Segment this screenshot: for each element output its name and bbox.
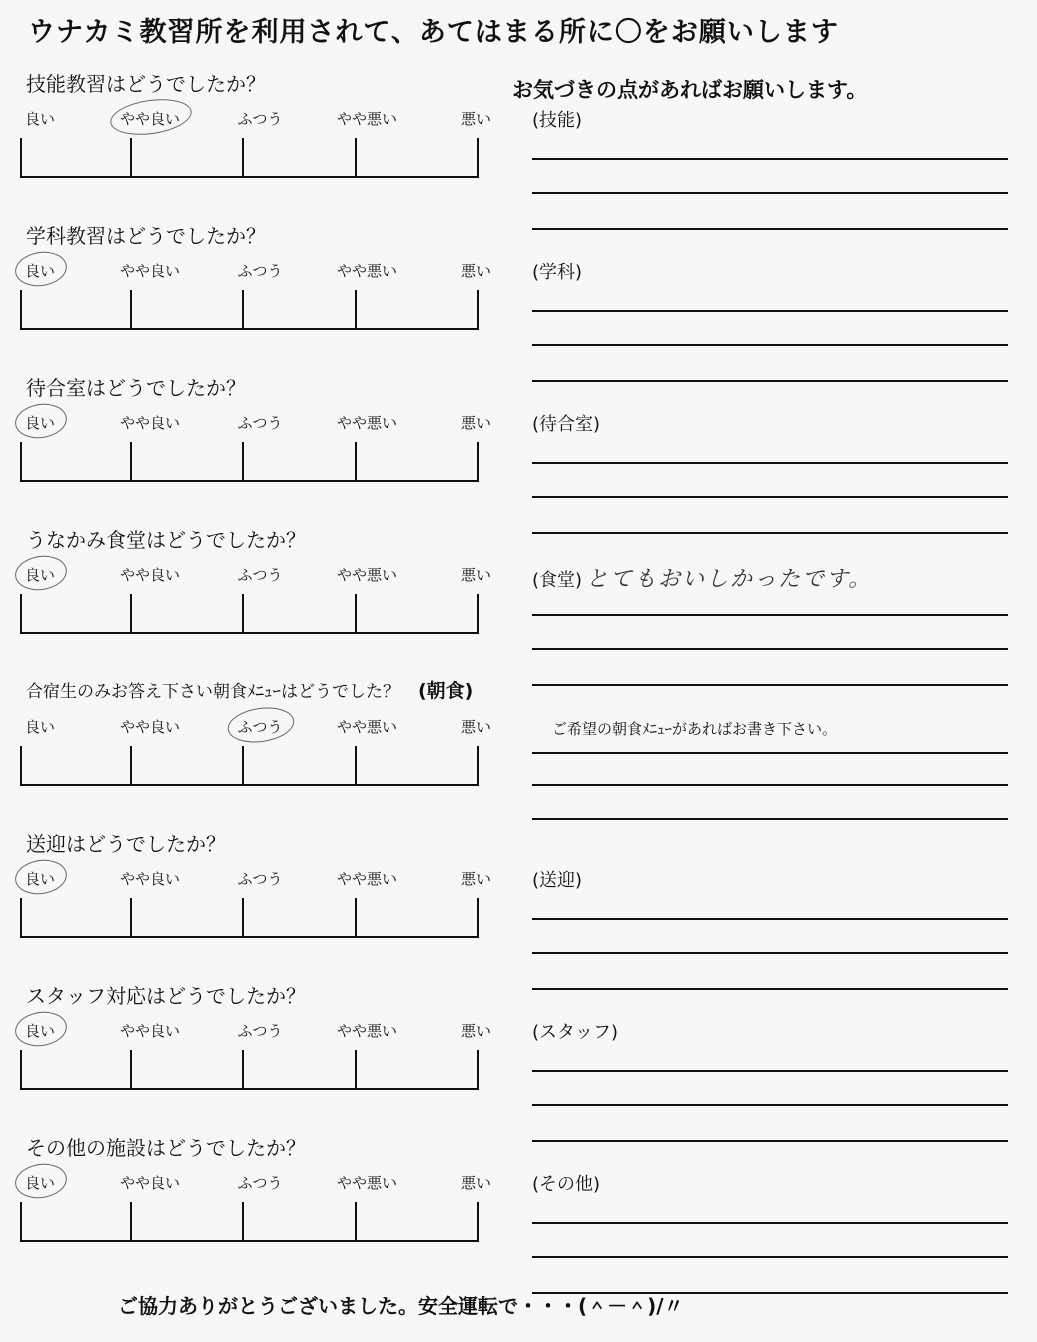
comment-category <box>532 1170 600 1196</box>
rating-option-fairly-bad[interactable]: やや悪い <box>336 718 398 736</box>
question-label <box>26 1132 306 1161</box>
scale-tick <box>130 594 132 632</box>
rating-option-bad[interactable]: 悪い <box>460 718 492 736</box>
comment-line[interactable] <box>532 462 1008 464</box>
comment-category <box>532 258 582 284</box>
comment-line[interactable] <box>532 784 1008 786</box>
breakfast-wish-label: ご希望の朝食ﾒﾆｭｰがあればお書き下さい。 <box>552 720 838 738</box>
rating-option-good[interactable]: 良い <box>24 1174 56 1192</box>
rating-option-average[interactable]: ふつう <box>237 1022 283 1040</box>
comment-line[interactable] <box>532 1104 1008 1106</box>
rating-option-fairly-good[interactable]: やや良い <box>119 870 181 888</box>
comment-category <box>532 410 600 436</box>
rating-option-fairly-bad[interactable]: やや悪い <box>336 566 398 584</box>
scale-tick <box>355 1202 357 1240</box>
rating-option-fairly-bad[interactable]: やや悪い <box>336 262 398 280</box>
comment-category-label: (学科) <box>532 262 583 283</box>
comment-line[interactable] <box>532 952 1008 954</box>
comment-category <box>532 106 582 132</box>
comment-line[interactable] <box>532 648 1008 650</box>
question-text: 送迎はどうでしたか？ <box>26 832 226 856</box>
rating-option-bad[interactable]: 悪い <box>460 110 492 128</box>
rating-option-average[interactable]: ふつう <box>237 110 283 128</box>
rating-option-fairly-bad[interactable]: やや悪い <box>336 414 398 432</box>
rating-option-fairly-good[interactable]: やや良い <box>119 1022 181 1040</box>
scale-tick <box>130 138 132 176</box>
scale-tick <box>242 1050 244 1088</box>
rating-scale-bar <box>20 1202 479 1242</box>
question-text: 待合室はどうでしたか？ <box>26 376 246 400</box>
comment-category-label: (食堂) <box>532 570 583 591</box>
rating-option-fairly-bad[interactable]: やや悪い <box>336 110 398 128</box>
rating-option-good[interactable]: 良い <box>24 566 56 584</box>
comment-line[interactable] <box>532 496 1008 498</box>
comment-category-label: (技能) <box>532 110 583 131</box>
comment-category-label: (その他) <box>532 1174 601 1195</box>
rating-option-average[interactable]: ふつう <box>237 566 283 584</box>
footer-thanks: ご協力ありがとうございました。安全運転で・・・(＾－＾)/〃 <box>118 1294 684 1318</box>
question-text: 合宿生のみお答え下さい朝食ﾒﾆｭｰはどうでした？ <box>26 682 400 702</box>
rating-option-fairly-good[interactable]: やや良い <box>119 1174 181 1192</box>
rating-option-good[interactable]: 良い <box>24 870 56 888</box>
comment-line[interactable] <box>532 192 1008 194</box>
question-section <box>0 524 1037 664</box>
question-section <box>0 372 1037 512</box>
comment-category-label: (待合室) <box>532 414 601 435</box>
rating-option-fairly-bad[interactable]: やや悪い <box>336 1174 398 1192</box>
question-label <box>26 220 266 249</box>
rating-option-bad[interactable]: 悪い <box>460 566 492 584</box>
scale-tick <box>242 442 244 480</box>
question-section <box>0 676 1037 816</box>
rating-option-average[interactable]: ふつう <box>237 718 283 736</box>
question-label <box>26 676 473 703</box>
rating-option-fairly-good[interactable]: やや良い <box>119 262 181 280</box>
comment-line[interactable] <box>532 1256 1008 1258</box>
rating-option-bad[interactable]: 悪い <box>460 1174 492 1192</box>
rating-scale-bar <box>20 746 479 786</box>
rating-option-bad[interactable]: 悪い <box>460 1022 492 1040</box>
comment-category <box>532 562 872 593</box>
question-label <box>26 372 246 401</box>
comment-category <box>532 866 582 892</box>
question-text: うなかみ食堂はどうでしたか？ <box>26 528 306 552</box>
notes-heading: お気づきの点があればお願いします。 <box>512 78 868 102</box>
rating-scale-bar <box>20 594 479 634</box>
rating-option-good[interactable]: 良い <box>24 262 56 280</box>
rating-option-average[interactable]: ふつう <box>237 414 283 432</box>
comment-line[interactable] <box>532 818 1008 820</box>
comment-line[interactable] <box>532 158 1008 160</box>
question-section <box>0 828 1037 968</box>
handwritten-comment[interactable]: とてもおいしかったです。 <box>586 567 873 592</box>
rating-option-good[interactable]: 良い <box>24 110 56 128</box>
scale-tick <box>355 442 357 480</box>
comment-line[interactable] <box>532 614 1008 616</box>
scale-tick <box>130 290 132 328</box>
scale-tick <box>242 746 244 784</box>
rating-option-fairly-bad[interactable]: やや悪い <box>336 870 398 888</box>
scale-tick <box>130 746 132 784</box>
comment-line[interactable] <box>532 310 1008 312</box>
question-category-suffix: (朝食) <box>418 680 474 702</box>
comment-line[interactable] <box>532 918 1008 920</box>
scale-tick <box>355 594 357 632</box>
question-section <box>0 1132 1037 1272</box>
scale-tick <box>355 898 357 936</box>
rating-option-good[interactable]: 良い <box>24 1022 56 1040</box>
question-section <box>0 68 1037 208</box>
comment-category <box>532 1018 618 1044</box>
question-section <box>0 980 1037 1120</box>
question-label <box>26 524 306 553</box>
scale-tick <box>355 746 357 784</box>
comment-line[interactable] <box>532 752 1008 754</box>
scale-tick <box>130 898 132 936</box>
rating-option-fairly-good[interactable]: やや良い <box>119 566 181 584</box>
rating-scale-bar <box>20 1050 479 1090</box>
comment-line[interactable] <box>532 1222 1008 1224</box>
question-text: 学科教習はどうでしたか？ <box>26 224 266 248</box>
rating-option-good[interactable]: 良い <box>24 718 56 736</box>
scale-tick <box>242 594 244 632</box>
question-text: その他の施設はどうでしたか？ <box>26 1136 306 1160</box>
question-label <box>26 980 306 1009</box>
rating-option-fairly-bad[interactable]: やや悪い <box>336 1022 398 1040</box>
rating-option-fairly-good[interactable]: やや良い <box>119 110 181 128</box>
scale-tick <box>130 1050 132 1088</box>
rating-option-good[interactable]: 良い <box>24 414 56 432</box>
question-text: スタッフ対応はどうでしたか？ <box>26 984 306 1008</box>
rating-option-fairly-good[interactable]: やや良い <box>119 414 181 432</box>
comment-category-label: (送迎) <box>532 870 583 891</box>
form-title: ウナカミ教習所を利用されて、あてはまる所に〇をお願いします <box>28 17 839 48</box>
question-label <box>26 828 226 857</box>
rating-scale-bar <box>20 138 479 178</box>
comment-line[interactable] <box>532 1070 1008 1072</box>
scale-tick <box>355 290 357 328</box>
question-section <box>0 220 1037 360</box>
scale-tick <box>242 138 244 176</box>
comment-line[interactable] <box>532 344 1008 346</box>
rating-scale-bar <box>20 898 479 938</box>
scale-tick <box>130 442 132 480</box>
rating-option-fairly-good[interactable]: やや良い <box>119 718 181 736</box>
question-text: 技能教習はどうでしたか？ <box>26 72 266 96</box>
rating-option-bad[interactable]: 悪い <box>460 262 492 280</box>
rating-option-average[interactable]: ふつう <box>237 1174 283 1192</box>
scale-tick <box>242 1202 244 1240</box>
rating-scale-bar <box>20 442 479 482</box>
scale-tick <box>242 898 244 936</box>
scale-tick <box>355 1050 357 1088</box>
scale-tick <box>130 1202 132 1240</box>
rating-scale-bar <box>20 290 479 330</box>
rating-option-bad[interactable]: 悪い <box>460 414 492 432</box>
comment-category-label: (スタッフ) <box>532 1022 619 1043</box>
rating-option-average[interactable]: ふつう <box>237 870 283 888</box>
scale-tick <box>355 138 357 176</box>
scale-tick <box>242 290 244 328</box>
rating-option-bad[interactable]: 悪い <box>460 870 492 888</box>
question-label <box>26 68 266 97</box>
rating-option-average[interactable]: ふつう <box>237 262 283 280</box>
